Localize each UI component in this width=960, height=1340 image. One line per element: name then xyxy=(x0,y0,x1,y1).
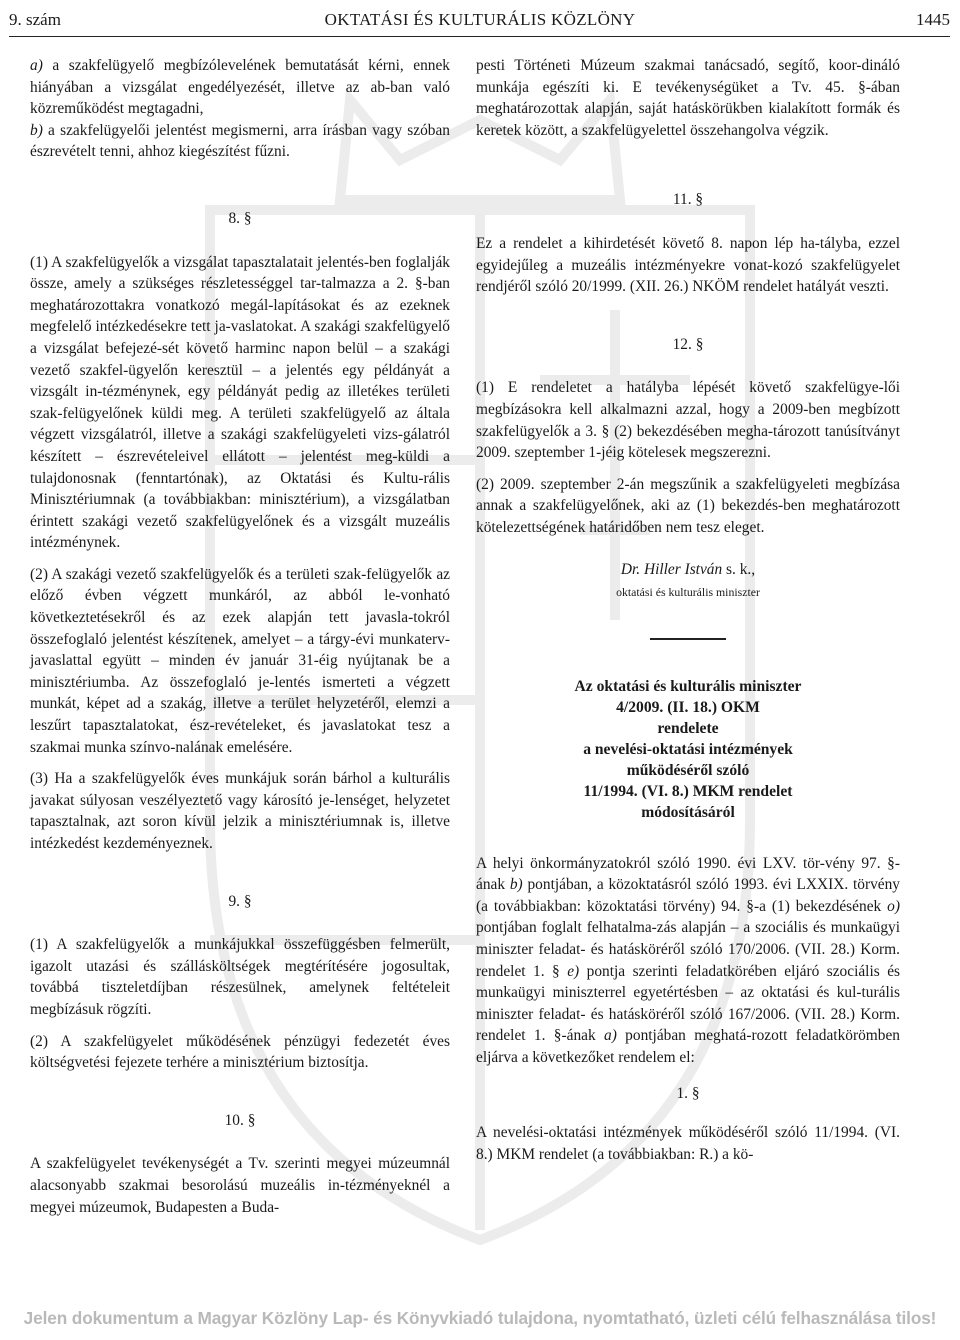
paragraph: (1) A szakfelügyelők a munkájukkal összefüggésben felmerült, igazolt utazási és szállásköltségek megtérítésére jogosultak, továbbá tiszteletdíjban részesülnek, amelynek feltételeit megbízásuk rögzíti. xyxy=(30,936,450,1018)
left-column xyxy=(30,55,450,1228)
paragraph: (1) A szakfelügyelők a vizsgálat tapasztalatait jelentés-ben foglalják össze, amely a szükséges részletességgel tar-talmazza a 2. §-ban meghatározottakra vonatkozó megál-lapításokat és az ezeknek megfelelő intézkedésekre tett ja-vaslatokat. A szakági szakfelügyelő a vizsgálat befejezé-sét követő harminc napon belül – a szakági vezető szakfel-ügyelőn keresztül – a jelentés egy példányát a vizsgált in-tézménynek, egy példányát pedig az illetékes területi szak-felügyelőnek küldi meg. A területi szakfelügyelő az általa végzett vizsgálatról, illetve a szakági szakfelügyeleti vizs-gálatról készített – észrevételeivel ellátott – jelentést meg-küldi a tulajdonosnak (fenntartónak), az Oktatási és Kultu-rális Minisztériumnak (a továbbiakban: minisztérium), a vizsgálatban érintett szakági vezető szakfelügyelőnek és a vizsgált muzeális intézménynek. xyxy=(30,253,450,552)
title-line: rendelete xyxy=(657,719,719,737)
intro-point-a xyxy=(30,55,450,120)
decree-title xyxy=(476,676,900,823)
point-marker: a) xyxy=(30,57,43,74)
paragraph: A szakfelügyelet tevékenységét a Tv. szerinti megyei múzeumnál alacsonyabb szakmai besorolású muzeális in-tézményeknél a megyei múzeumok, Budapesten a Buda- xyxy=(30,1155,450,1216)
section-heading-12: 12. § xyxy=(672,335,704,353)
preamble-marker: o) xyxy=(887,897,900,915)
preamble-text: A helyi önkormányzatokról szóló 1990. évi LXV. tör-vény 97. §-ának xyxy=(476,854,900,894)
issue-number: 9. szám xyxy=(9,10,61,29)
paragraph: Ez a rendelet a kihirdetését követő 8. napon lép ha-tályba, ezzel egyidejűleg a muzeális intézményekre vonat-kozó szakfelügyelet rendjéről szóló 20/1999. (XII. 26.) NKÖM rendelet hatályát veszti. xyxy=(476,234,900,296)
signatory-role: oktatási és kulturális miniszter xyxy=(616,585,760,600)
copyright-footer: Jelen dokumentum a Magyar Közlöny Lap- és Könyvkiadó tulajdona, nyomtatható, üzleti célú felhasználása tilos! xyxy=(23,1308,937,1328)
preamble-text: pontjában meghatá-rozott feladatkörömben eljárva a következőket rendelem el: xyxy=(476,1027,900,1067)
paragraph: (2) A szakfelügyelet működésének pénzügyi fedezetét éves költségvetési fejezete terhére a minisztérium biztosítja. xyxy=(30,1032,450,1072)
section-divider xyxy=(650,638,726,640)
paragraph: (1) E rendeletet a hatályba lépését követő szakfelügye-lői megbízásokra kell alkalmazni azzal, hogy a 2009-ben megbízott szakfelügyelők a 3. § (2) bekezdésében megha-tározott tanúsítványt 2009. szeptember 1-jéig kötelesek megszerezni. xyxy=(476,379,900,462)
right-column xyxy=(476,55,900,1175)
paragraph-text: a szakfelügyelői jelentést megismerni, arra írásban vagy szóban észrevételt tenni, ahhoz kiegészítést fűzni. xyxy=(30,121,450,161)
journal-title: OKTATÁSI ÉS KULTURÁLIS KÖZLÖNY xyxy=(324,10,636,29)
title-line: Az oktatási és kulturális miniszter xyxy=(574,677,802,695)
signatory-name: Dr. Hiller István xyxy=(620,560,723,578)
paragraph: (2) 2009. szeptember 2-án megszűnik a szakfelügyeleti megbízása annak a szakfelügyelőnek, aki az (1) bekezdés-ben meghatározott kötelezettségének határidőben nem tesz eleget. xyxy=(476,475,900,536)
section-heading-1: 1. § xyxy=(676,1084,700,1102)
paragraph-text: a szakfelügyelő megbízólevelének bemutatását kérni, ennek hiányában a vizsgálat engedélyezését, illetve az ab-ban való közreműködést megtagadni, xyxy=(30,57,450,118)
title-line: 11/1994. (VI. 8.) MKM rendelet xyxy=(583,782,793,800)
intro-point-b xyxy=(30,120,450,163)
header-rule xyxy=(9,36,950,37)
paragraph: (2) A szakági vezető szakfelügyelők és a területi szak-felügyelők az előző évben végzett munkáról, az abból le-vonható következtetésekről és az ezek alapján tett javasla-tokról összefoglaló jelentést készítenek, amelyet – a tárgy-évi munkaterv-javaslattal együtt – minden év január 31-éig nyújtanak be a minisztériumba. Az összefoglaló je-lentés ismerteti a végzett munkát, képet ad a szakág, illetve a terület helyzetéről, elemzi a leszűrt tapasztalatokat, ész-revételeket, és javaslatokat tesz a szakmai munka színvo-nalának emelésére. xyxy=(30,565,450,756)
paragraph: (3) Ha a szakfelügyelők éves munkájuk során bárhol a kulturális javakat súlyosan veszélyeztető vagy károsító je-lenséget, helyzetet tapasztalnak, azt soron kívül jelzik a minisztériumnak is, illetve intézkedést kezdeményeznek. xyxy=(30,770,450,852)
page-number: 1445 xyxy=(916,10,950,29)
paragraph: A nevelési-oktatási intézmények működéséről szóló 11/1994. (VI. 8.) MKM rendelet (a továbbiakban: R.) a kö- xyxy=(476,1124,900,1163)
title-line: működéséről szóló xyxy=(626,761,750,779)
section-heading-10: 10. § xyxy=(224,1111,256,1129)
preamble-marker: b) xyxy=(509,876,523,894)
signature-block xyxy=(476,559,900,604)
section-heading-11: 11. § xyxy=(672,191,704,209)
page-header xyxy=(0,0,960,40)
point-marker: b) xyxy=(30,121,43,139)
title-line: 4/2009. (II. 18.) OKM xyxy=(616,698,760,716)
title-line: módosításáról xyxy=(641,803,735,821)
signatory-suffix: s. k., xyxy=(722,560,756,578)
paragraph: pesti Történeti Múzeum szakmai tanácsadó, segítő, koor-dináló munkája egészíti ki. E tevékenységüket a Tv. 45. §-ában meghatározottak alapján, saját hatáskörükben kialakított formák és keretek között, a szakfelügyelettel összehangolva végzik. xyxy=(476,57,900,139)
title-line: a nevelési-oktatási intézmények xyxy=(583,740,793,758)
preamble-text: pontja szerinti feladatkörében eljáró szociális és munkaügyi miniszterrel egyetértésben – az oktatási és kul-turális miniszter feladat- és hatásköréről szóló 167/2006. (VII. 28.) Korm. rendelet 1. §-ának xyxy=(476,962,901,1045)
preamble-marker: e) xyxy=(567,962,580,980)
section-heading-9: 9. § xyxy=(228,892,252,910)
section-heading-8: 8. § xyxy=(228,209,252,227)
preamble-marker: a) xyxy=(604,1027,617,1045)
preamble-paragraph xyxy=(476,853,900,1069)
preamble-text: pontjában foglalt felhatalma-zás alapján – a szociális és munkaügyi miniszter feladat- és hatásköréről szóló 170/2006. (VII. 28.) Korm. rendelet 1. § xyxy=(476,919,900,980)
preamble-text: pontjában, a közoktatásról szóló 1993. évi LXXIX. törvény (a továbbiakban: közoktatási törvény) 94. §-a (1) bekezdésének xyxy=(476,876,900,915)
